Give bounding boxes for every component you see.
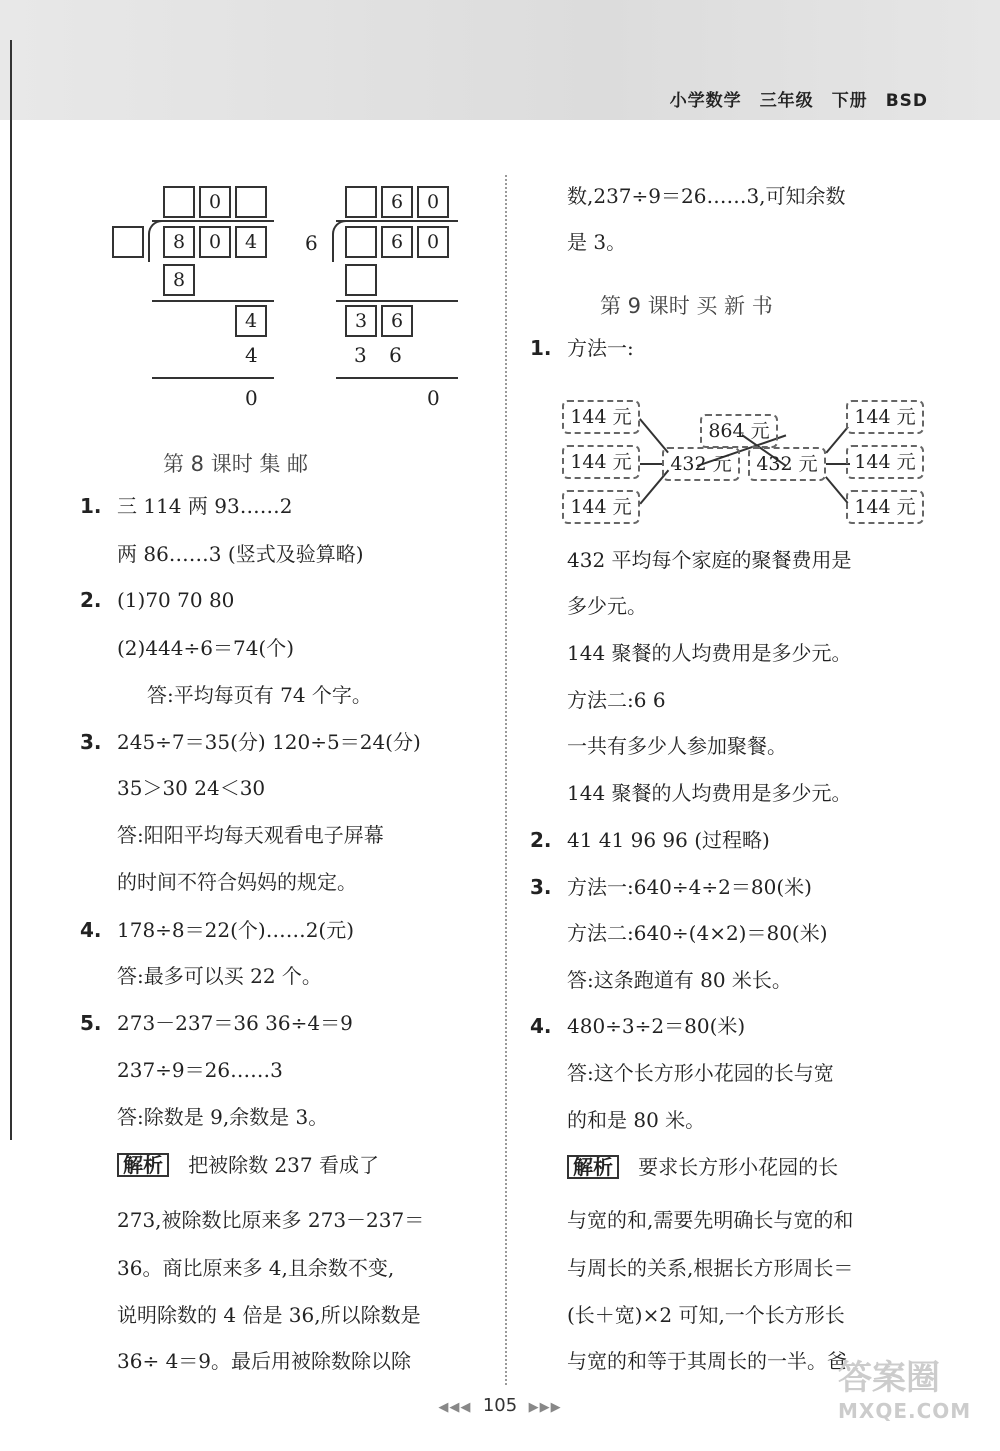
answer-line: 答:平均每页有 74 个字。 <box>147 683 372 707</box>
question-number: 1. <box>80 494 102 518</box>
tree-link <box>640 463 664 465</box>
analysis-line: 与周长的关系,根据长方形周长＝ <box>567 1256 854 1280</box>
answer-line: 方法一:640÷4÷2＝80(米) <box>567 875 812 899</box>
answer-line: 144 聚餐的人均费用是多少元。 <box>567 641 852 665</box>
header-volume: 下册 <box>831 91 868 111</box>
answer-line: 178÷8＝22(个)……2(元) <box>117 918 355 942</box>
answer-line: 多少元。 <box>567 594 647 618</box>
dividend-box: 0 <box>199 226 231 258</box>
answer-line: 245÷7＝35(分) 120÷5＝24(分) <box>117 730 421 754</box>
header-title <box>670 86 928 111</box>
tree-node-person: 144 元 <box>846 445 924 479</box>
dividend-box <box>345 226 377 258</box>
analysis-line: 与宽的和,需要先明确长与宽的和 <box>567 1208 854 1232</box>
question-number: 1. <box>530 336 552 360</box>
answer-line: 答:除数是 9,余数是 3。 <box>117 1105 329 1129</box>
answer-line: 35＞30 24＜30 <box>117 776 266 800</box>
analysis-line: 36÷ 4＝9。最后用被除数除以除 <box>117 1349 412 1373</box>
step-box: 3 <box>345 305 377 337</box>
divisor-box <box>112 226 144 258</box>
next-arrows-icon: ▶▶▶ <box>528 1400 562 1415</box>
division-bar <box>336 220 458 222</box>
quotient-box: 0 <box>417 186 449 218</box>
tree-node-person: 144 元 <box>562 445 640 479</box>
answer-line: 144 聚餐的人均费用是多少元。 <box>567 781 852 805</box>
dividend-box: 0 <box>417 226 449 258</box>
answer-line: 方法二:640÷(4×2)＝80(米) <box>567 921 828 945</box>
answer-line: 答:阳阳平均每天观看电子屏幕 <box>117 823 384 847</box>
question-number: 2. <box>80 588 102 612</box>
division-bracket <box>332 220 346 262</box>
column-divider <box>505 175 507 1385</box>
prev-arrows-icon: ◀◀◀ <box>438 1400 472 1415</box>
dividend-box: 8 <box>163 226 195 258</box>
lesson-9-title: 第 9 课时 买 新 书 <box>600 294 773 318</box>
answer-line: 数,237÷9＝26……3,可知余数 <box>567 184 846 208</box>
watermark-url: MXQE.COM <box>838 1399 972 1423</box>
analysis-line: (长＋宽)×2 可知,一个长方形长 <box>567 1303 845 1327</box>
answer-line: 两 86……3 (竖式及验算略) <box>117 542 364 566</box>
subtraction-line <box>152 377 274 379</box>
tree-link <box>825 476 848 503</box>
tree-node-person: 144 元 <box>562 400 640 434</box>
answer-line: 答:最多可以买 22 个。 <box>117 964 322 988</box>
answer-line: 480÷3÷2＝80(米) <box>567 1014 746 1038</box>
analysis-label: 解析 <box>567 1155 619 1179</box>
analysis-line: 36。商比原来多 4,且余数不变, <box>117 1256 395 1280</box>
answer-line: (2)444÷6＝74(个) <box>117 636 295 660</box>
division-bracket <box>148 220 162 262</box>
question-number: 4. <box>80 918 102 942</box>
subtraction-line <box>336 300 458 302</box>
page-number: 105 <box>482 1395 518 1416</box>
analysis-line: 与宽的和等于其周长的一半。爸 <box>567 1349 847 1373</box>
analysis-text: 要求长方形小花园的长 <box>638 1155 839 1179</box>
subtraction-line <box>336 377 458 379</box>
answer-line: 答:这个长方形小花园的长与宽 <box>567 1061 834 1085</box>
answer-line: 273－237＝36 36÷4＝9 <box>117 1011 353 1035</box>
lesson-8-title: 第 8 课时 集 邮 <box>163 452 309 476</box>
header-edition: BSD <box>885 91 928 111</box>
answer-line: 一共有多少人参加聚餐。 <box>567 734 787 758</box>
answer-line: 的时间不符合妈妈的规定。 <box>117 870 357 894</box>
margin-line <box>10 40 12 1140</box>
step-box <box>345 264 377 296</box>
quotient-box: 0 <box>199 186 231 218</box>
header-subject: 小学数学 <box>669 91 742 111</box>
analysis-line: 说明除数的 4 倍是 36,所以除数是 <box>117 1303 421 1327</box>
tree-node-person: 144 元 <box>846 400 924 434</box>
step-value: 3 6 <box>354 343 410 367</box>
watermark-stamp <box>838 1350 988 1445</box>
tree-node-total: 864 元 <box>700 414 778 448</box>
question-number: 2. <box>530 828 552 852</box>
step-box: 6 <box>381 305 413 337</box>
answer-line: 答:这条跑道有 80 米长。 <box>567 968 792 992</box>
tree-node-family: 432 元 <box>748 447 826 481</box>
method-label: 方法一: <box>567 336 634 360</box>
quotient-box <box>163 186 195 218</box>
question-number: 4. <box>530 1014 552 1038</box>
header-grade: 三年级 <box>759 91 814 111</box>
step-box: 8 <box>163 264 195 296</box>
divisor-value: 6 <box>305 231 318 255</box>
answer-line: (1)70 70 80 <box>117 588 235 612</box>
answer-line: 41 41 96 96 (过程略) <box>567 828 770 852</box>
answer-line: 432 平均每个家庭的聚餐费用是 <box>567 548 852 572</box>
answer-line: 方法二:6 6 <box>567 688 666 712</box>
question-number: 3. <box>80 730 102 754</box>
answer-line: 的和是 80 米。 <box>567 1108 706 1132</box>
remainder-value: 0 <box>245 386 258 410</box>
analysis-line <box>567 1155 838 1179</box>
dividend-box: 4 <box>235 226 267 258</box>
quotient-box <box>235 186 267 218</box>
analysis-label: 解析 <box>117 1153 169 1177</box>
question-number: 3. <box>530 875 552 899</box>
tree-node-family: 432 元 <box>662 447 740 481</box>
answer-line: 三 114 两 93……2 <box>117 494 293 518</box>
answer-line: 237÷9＝26……3 <box>117 1058 283 1082</box>
quotient-box: 6 <box>381 186 413 218</box>
question-number: 5. <box>80 1011 102 1035</box>
tree-node-person: 144 元 <box>846 490 924 524</box>
analysis-line <box>117 1153 379 1177</box>
step-value: 4 <box>245 343 258 367</box>
tree-link <box>825 426 848 453</box>
remainder-value: 0 <box>427 386 440 410</box>
subtraction-line <box>152 300 274 302</box>
dividend-box: 6 <box>381 226 413 258</box>
watermark-text: 答案圈 <box>838 1358 940 1398</box>
analysis-line: 273,被除数比原来多 273－237＝ <box>117 1208 425 1232</box>
quotient-box <box>345 186 377 218</box>
answer-line: 是 3。 <box>567 230 627 254</box>
analysis-text: 把被除数 237 看成了 <box>188 1153 379 1177</box>
tree-node-person: 144 元 <box>562 490 640 524</box>
division-bar <box>152 220 274 222</box>
step-box: 4 <box>235 305 267 337</box>
